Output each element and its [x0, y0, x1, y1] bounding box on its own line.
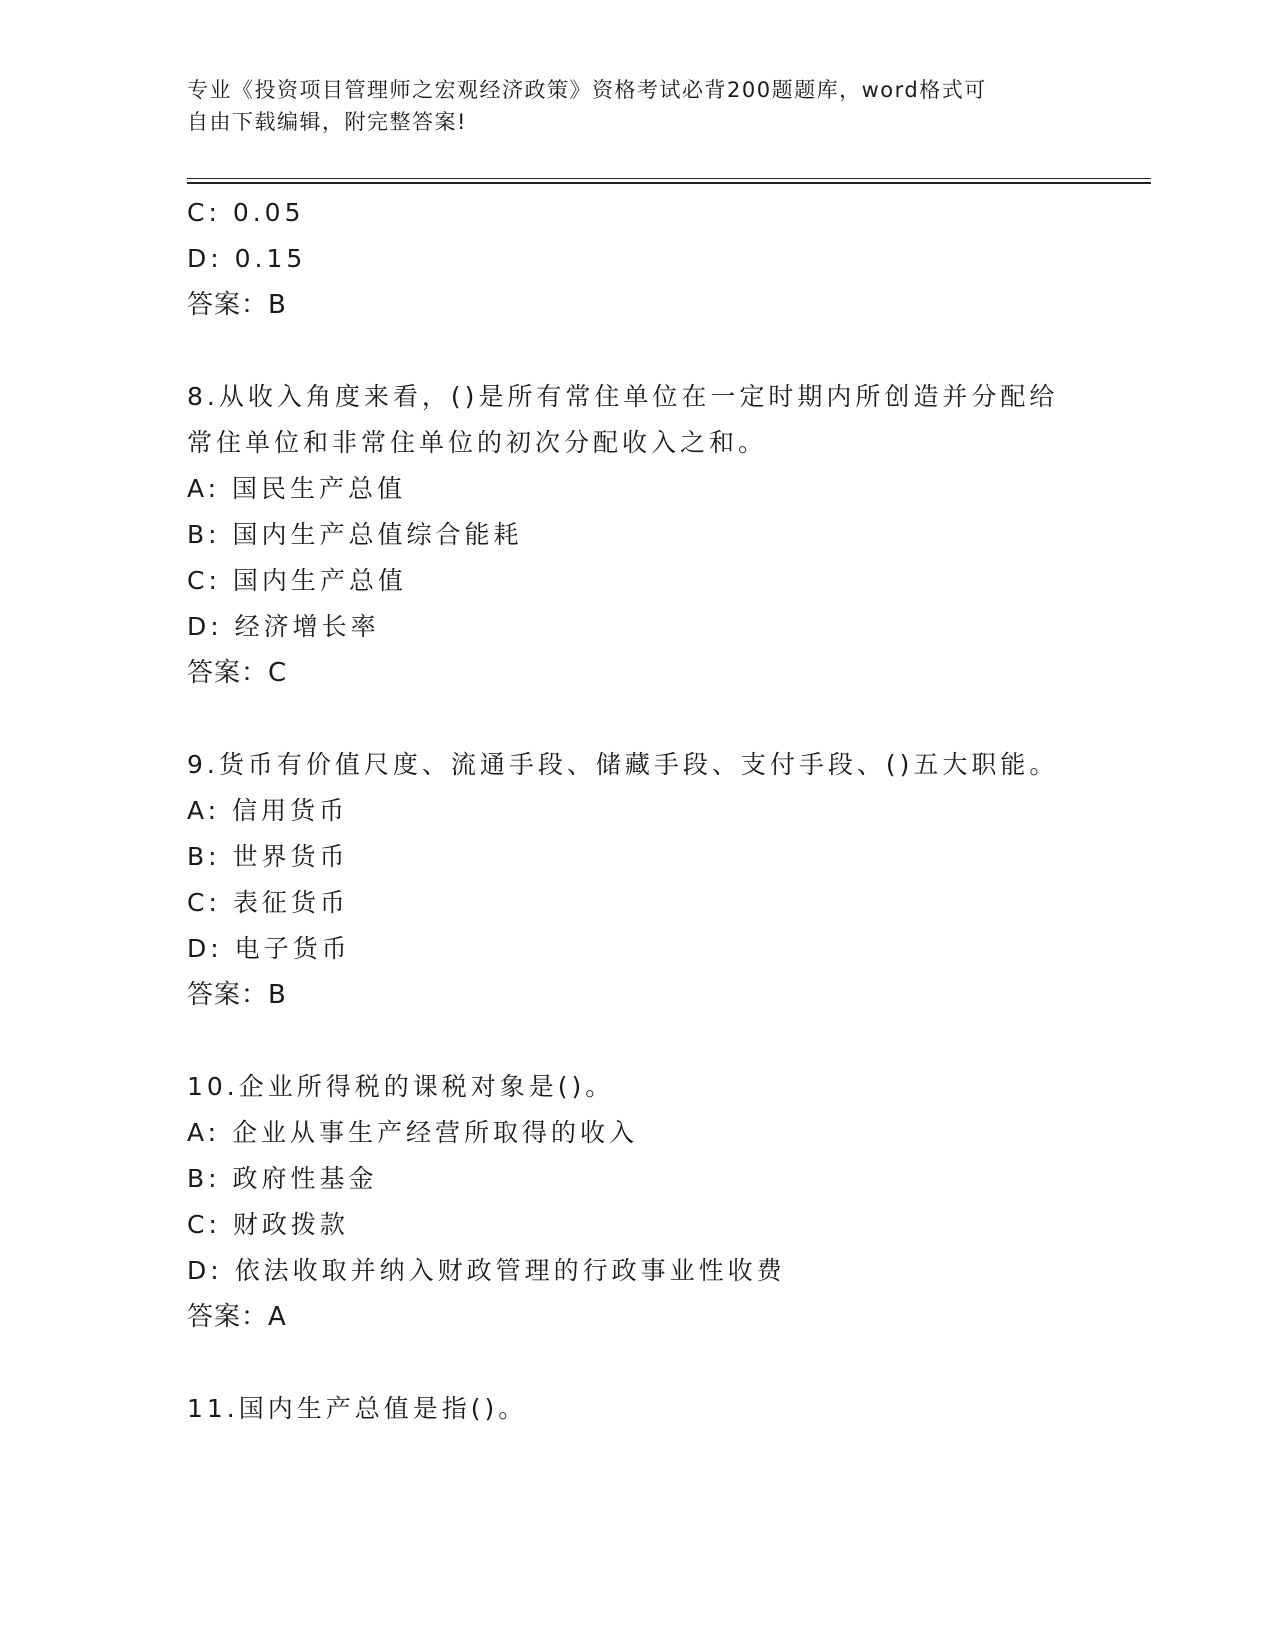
- question-text-line-1: 8.从收入角度来看，()是所有常住单位在一定时期内所创造并分配给: [187, 382, 1059, 411]
- question-text-line-1: 10.企业所得税的课税对象是()。: [187, 1072, 615, 1101]
- answer: 答案：B: [187, 980, 287, 1010]
- answer: 答案：C: [187, 658, 288, 688]
- answer: 答案：A: [187, 1302, 287, 1332]
- answer: 答案：B: [187, 290, 287, 320]
- option-a: A: 国民生产总值: [187, 474, 407, 503]
- option-c: C: 0.05: [187, 198, 305, 227]
- question-9: [187, 742, 1151, 1018]
- spacer: [187, 1018, 1151, 1064]
- option-d: D: 0.15: [187, 244, 307, 273]
- question-8: [187, 374, 1151, 696]
- option-d: D: 电子货币: [187, 934, 351, 963]
- question-text-line-1: 9.货币有价值尺度、流通手段、储藏手段、支付手段、()五大职能。: [187, 750, 1059, 779]
- document-header: [187, 74, 1067, 138]
- spacer: [187, 1340, 1151, 1386]
- option-b: B: 世界货币: [187, 842, 349, 871]
- option-c: C: 国内生产总值: [187, 566, 407, 595]
- option-b: B: 国内生产总值综合能耗: [187, 520, 523, 549]
- option-a: A: 信用货币: [187, 796, 349, 825]
- spacer: [187, 328, 1151, 374]
- option-b: B: 政府性基金: [187, 1164, 378, 1193]
- option-c: C: 财政拨款: [187, 1210, 349, 1239]
- header-rule-thick: [187, 182, 1151, 184]
- option-a: A: 企业从事生产经营所取得的收入: [187, 1118, 639, 1147]
- question-text-line-2: 常住单位和非常住单位的初次分配收入之和。: [187, 428, 768, 457]
- header-line-1: 专业《投资项目管理师之宏观经济政策》资格考试必背200题题库，word格式可: [187, 78, 987, 102]
- question-10: [187, 1064, 1151, 1340]
- option-c: C: 表征货币: [187, 888, 349, 917]
- header-line-2: 自由下载编辑，附完整答案!: [187, 110, 467, 134]
- header-rule-thin: [187, 178, 1151, 179]
- option-d: D: 经济增长率: [187, 612, 380, 641]
- question-7-tail: [187, 190, 1151, 328]
- question-list: [187, 190, 1151, 1432]
- question-11: [187, 1386, 1151, 1432]
- question-text-line-1: 11.国内生产总值是指()。: [187, 1394, 528, 1423]
- option-d: D: 依法收取并纳入财政管理的行政事业性收费: [187, 1256, 786, 1285]
- spacer: [187, 696, 1151, 742]
